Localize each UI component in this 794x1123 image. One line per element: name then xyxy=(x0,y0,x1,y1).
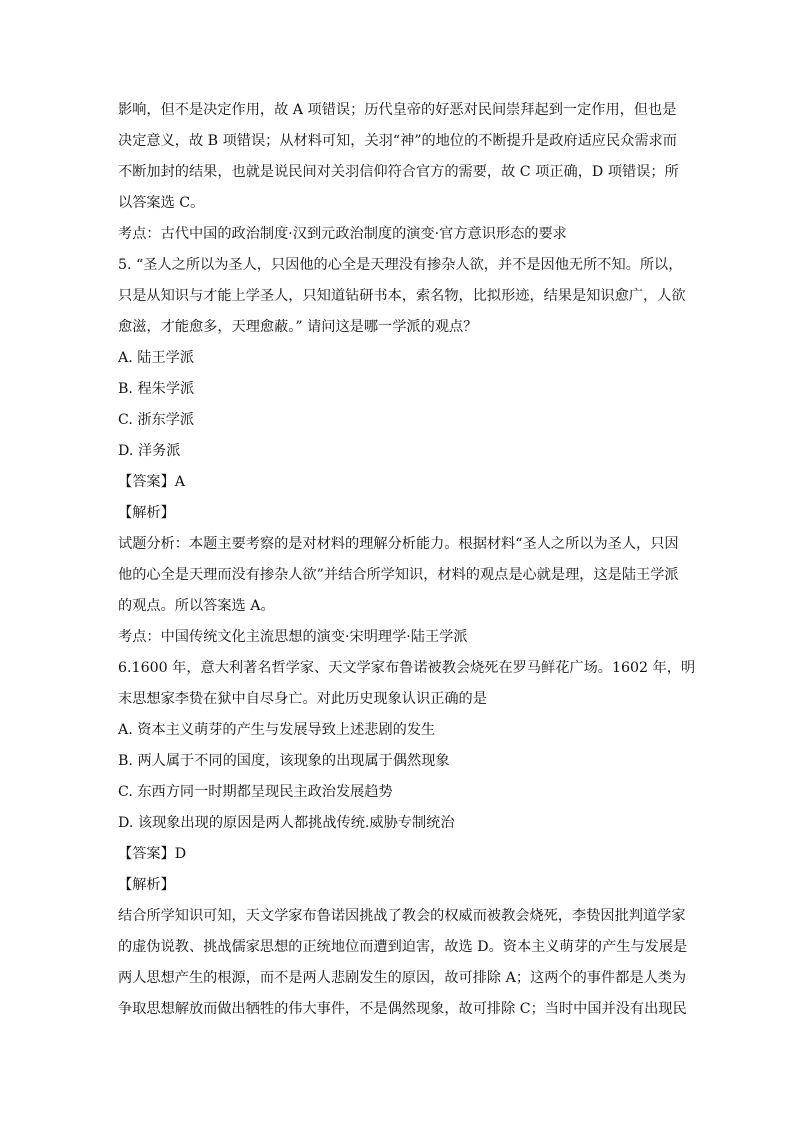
analysis-text: 结合所学知识可知，天文学家布鲁诺因挑战了教会的权威而被教会烧死，李贽因批判道学家 xyxy=(118,908,686,924)
option-d: D. 洋务派 xyxy=(118,443,181,459)
analysis-text: 他的心全是天理而没有掺杂人欲”并结合所学知识，材料的观点是心就是理，这是陆王学派 xyxy=(118,567,679,583)
text-line: 决定意义，故 B 项错误；从材料可知，关羽“神”的地位的不断提升是政府适应民众需求而 xyxy=(118,133,677,149)
analysis-label: 【解析】 xyxy=(118,505,175,521)
analysis-text: 的虚伪说教、挑战儒家思想的正统地位而遭到迫害，故选 D。资本主义萌芽的产生与发展是 xyxy=(118,939,688,955)
document-page xyxy=(118,95,696,1025)
text-line: 以答案选 C。 xyxy=(118,195,205,211)
option-b: B. 程朱学派 xyxy=(118,381,195,397)
question-6-stem: 6.1600 年，意大利著名哲学家、天文学家布鲁诺被教会烧死在罗马鲜花广场。1602 年，明 xyxy=(118,660,696,676)
text-line: 影响，但不是决定作用，故 A 项错误；历代皇帝的好恶对民间崇拜起到一定作用，但也是 xyxy=(118,102,677,118)
option-c: C. 浙东学派 xyxy=(118,412,195,428)
option-b: B. 两人属于不同的国度，该现象的出现属于偶然现象 xyxy=(118,753,450,769)
source-note: 考点：古代中国的政治制度·汉到元政治制度的演变·官方意识形态的要求 xyxy=(118,226,567,242)
source-note: 考点：中国传统文化主流思想的演变·宋明理学·陆王学派 xyxy=(118,629,468,645)
analysis-label: 【解析】 xyxy=(118,877,175,893)
text-line: 不断加封的结果，也就是说民间对关羽信仰符合官方的需要，故 C 项正确，D 项错误；所 xyxy=(118,164,679,180)
answer-label: 【答案】A xyxy=(118,474,185,490)
analysis-text: 试题分析：本题主要考察的是对材料的理解分析能力。根据材料“圣人之所以为圣人，只因 xyxy=(118,536,679,552)
analysis-text: 争取思想解放而做出牺牲的伟大事件，不是偶然现象，故可排除 C；当时中国并没有出现民 xyxy=(118,1001,687,1017)
question-5-stem: 愈滋，才能愈多，天理愈蔽。” 请问这是哪一学派的观点？ xyxy=(118,319,478,335)
analysis-text: 两人思想产生的根源，而不是两人悲剧发生的原因，故可排除 A；这两个的事件都是人类为 xyxy=(118,970,687,986)
question-5-stem: 5. “圣人之所以为圣人，只因他的心全是天理没有掺杂人欲，并不是因他无所不知。所以， xyxy=(118,257,683,273)
option-a: A. 陆王学派 xyxy=(118,350,195,366)
option-c: C. 东西方同一时期都呈现民主政治发展趋势 xyxy=(118,784,393,800)
option-d: D. 该现象出现的原因是两人都挑战传统.威胁专制统治 xyxy=(118,815,455,831)
analysis-text: 的观点。所以答案选 A。 xyxy=(118,598,275,614)
question-5-stem: 只是从知识与才能上学圣人，只知道钻研书本，索名物，比拟形迹，结果是知识愈广，人欲 xyxy=(118,288,686,304)
answer-label: 【答案】D xyxy=(118,846,187,862)
question-6-stem: 末思想家李贽在狱中自尽身亡。对此历史现象认识正确的是 xyxy=(118,691,487,707)
option-a: A. 资本主义萌芽的产生与发展导致上述悲剧的发生 xyxy=(118,722,436,738)
